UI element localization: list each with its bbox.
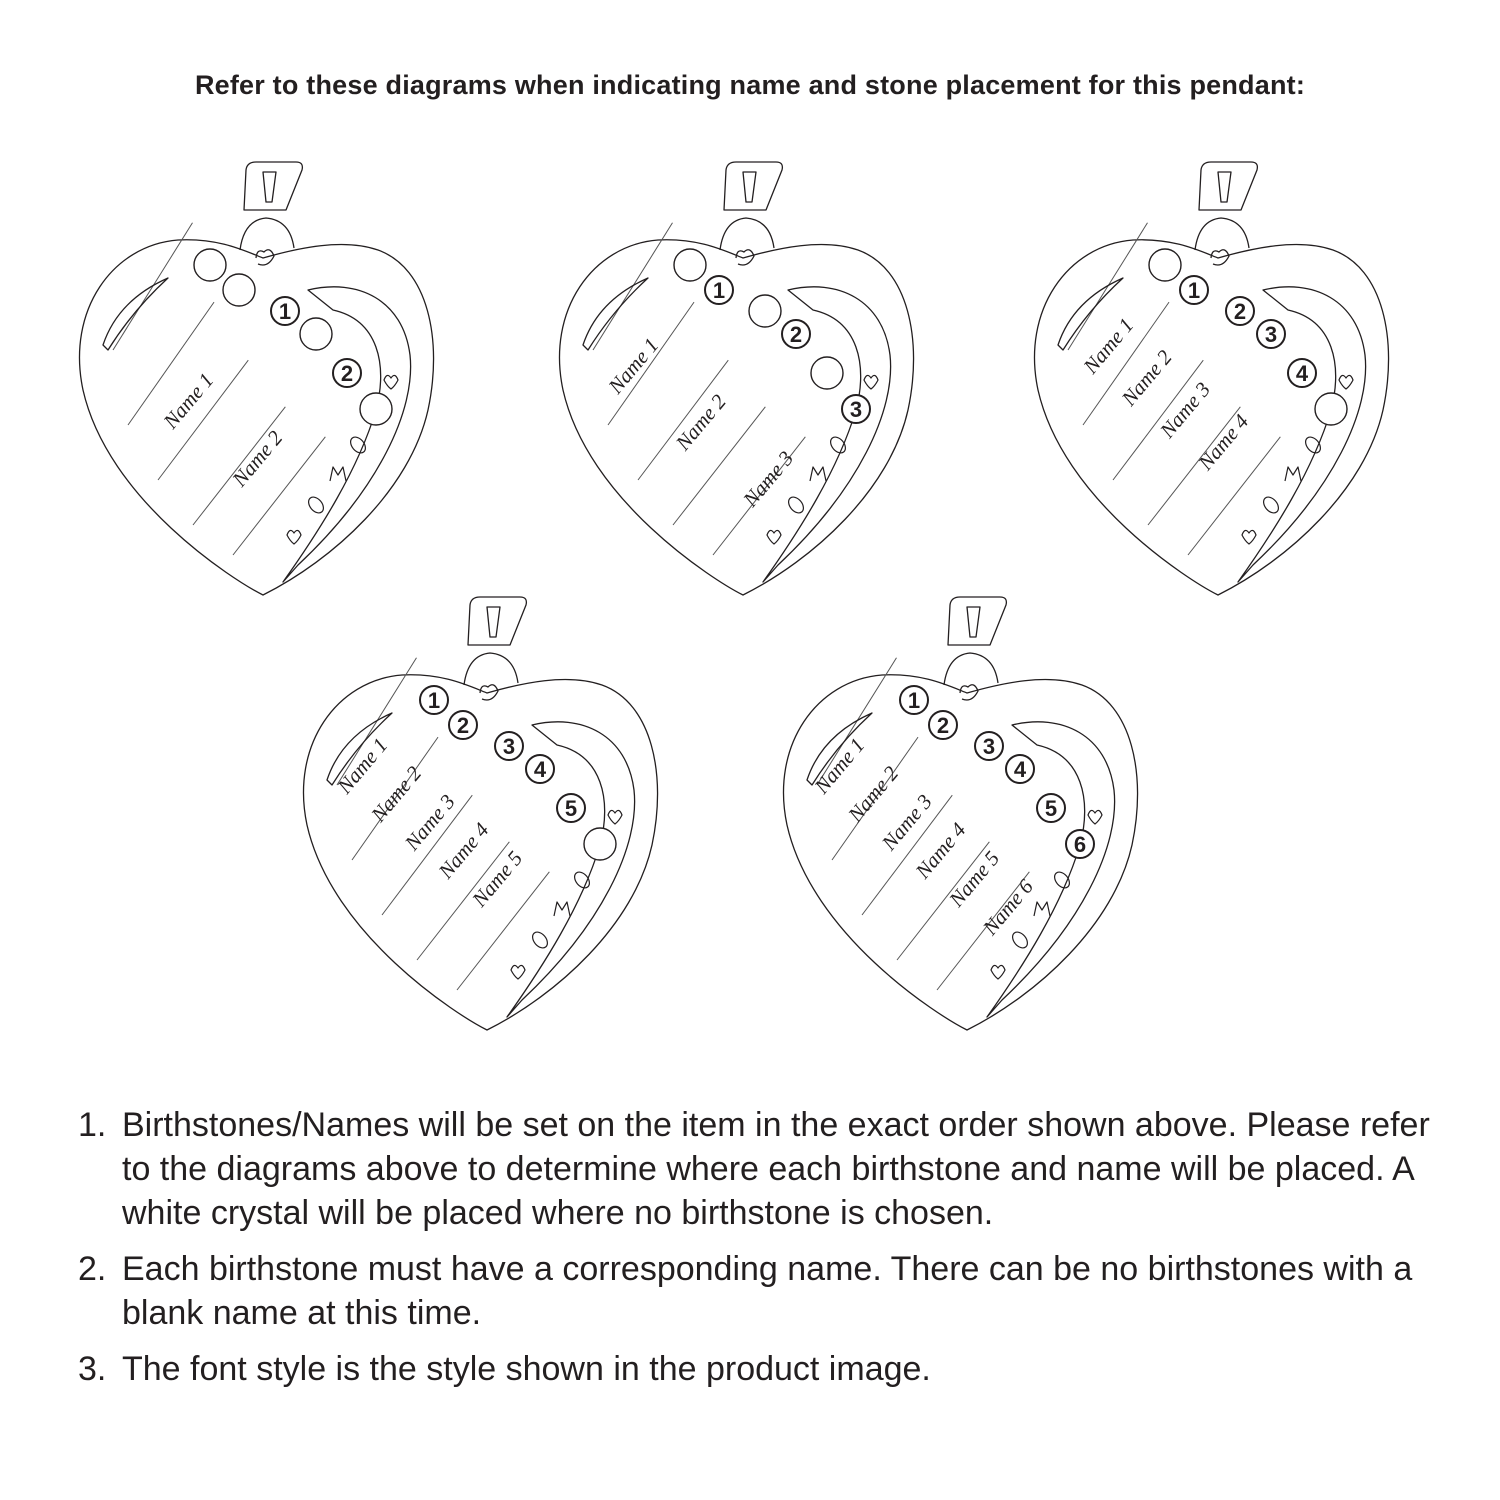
pendant-diagram-5-names	[282, 585, 682, 1045]
birthstone-numbered	[929, 711, 957, 739]
band-letter-o	[828, 434, 849, 456]
birthstone-numbered	[1288, 359, 1316, 387]
band-letter-o	[530, 929, 551, 951]
bail-outline	[724, 162, 782, 210]
instruction-item	[78, 1247, 1458, 1335]
bail-outline	[244, 162, 302, 210]
birthstone-numbered	[782, 320, 810, 348]
bail-outline	[468, 597, 526, 645]
birthstone-number: 3	[849, 397, 863, 422]
pendant-svg	[58, 150, 458, 610]
birthstone-number: 2	[456, 713, 470, 738]
engraved-name: Name 2	[227, 426, 288, 492]
pendant-diagram-4-names	[1013, 150, 1413, 610]
birthstone-number: 1	[712, 278, 726, 303]
birthstone-numbered	[900, 686, 928, 714]
birthstone-numbered	[1066, 830, 1094, 858]
engraved-name: Name 3	[876, 789, 937, 855]
band-letter-o	[1010, 929, 1031, 951]
birthstone-number: 5	[1044, 796, 1058, 821]
engraved-name: Name 2	[843, 761, 904, 827]
bail-hole	[743, 172, 756, 202]
birthstone-number: 2	[789, 322, 803, 347]
engraved-name: Name 4	[1193, 409, 1254, 475]
instruction-number: 3.	[78, 1350, 107, 1388]
pendant-svg	[282, 585, 682, 1045]
birthstone-numbered	[271, 297, 299, 325]
birthstone-number: 1	[1187, 278, 1201, 303]
bail-ring	[240, 218, 294, 250]
white-crystal	[360, 393, 392, 425]
band-letter-m	[1285, 467, 1301, 481]
bail-ring	[944, 653, 998, 685]
instruction-number: 1.	[78, 1106, 107, 1144]
instruction-item	[78, 1347, 1458, 1391]
birthstone-number: 4	[1013, 757, 1027, 782]
band-letter-o	[1303, 434, 1324, 456]
birthstone-number: 3	[982, 734, 996, 759]
band-letter-o	[786, 494, 807, 516]
bail-hole	[487, 607, 500, 637]
instructions-list	[78, 1103, 1458, 1403]
birthstone-number: 5	[564, 796, 578, 821]
bail-ring	[720, 218, 774, 250]
engraved-name: Name 2	[1116, 345, 1177, 411]
band-heart-icon	[608, 810, 622, 824]
instruction-number: 2.	[78, 1250, 107, 1288]
band-letter-m	[330, 467, 346, 481]
engraved-name: Name 3	[399, 789, 460, 855]
pendant-svg	[1013, 150, 1413, 610]
band-letter-m	[554, 902, 570, 916]
white-crystal	[194, 249, 226, 281]
engraved-name: Name 5	[944, 846, 1005, 912]
engraved-name: Name 2	[366, 761, 427, 827]
band-letter-o	[572, 869, 593, 891]
birthstone-number: 3	[1264, 322, 1278, 347]
birthstone-numbered	[705, 276, 733, 304]
band-letter-m	[810, 467, 826, 481]
pendant-svg	[762, 585, 1162, 1045]
band-heart-icon	[864, 375, 878, 389]
birthstone-number: 6	[1073, 832, 1087, 857]
birthstone-number: 2	[1233, 299, 1247, 324]
band-letter-o	[1052, 869, 1073, 891]
engraved-name: Name 3	[738, 446, 799, 512]
engraved-name: Name 6	[977, 874, 1038, 940]
engraved-name: Name 1	[809, 733, 870, 799]
instruction-text: The font style is the style shown in the product image.	[122, 1350, 931, 1388]
engraved-name: Name 4	[910, 818, 971, 884]
band-heart-icon	[511, 965, 525, 979]
instruction-text: Birthstones/Names will be set on the item in the exact order shown above. Please refer to the diagrams above to determine where each birthstone and name will be placed. A white crystal will be placed where no birthstone is chosen.	[122, 1106, 1430, 1232]
bail-outline	[1199, 162, 1257, 210]
band-heart-icon	[1242, 530, 1256, 544]
white-crystal	[223, 274, 255, 306]
birthstone-numbered	[975, 732, 1003, 760]
birthstone-numbered	[1006, 755, 1034, 783]
white-crystal	[674, 249, 706, 281]
bail-outline	[948, 597, 1006, 645]
band-heart-icon	[287, 530, 301, 544]
band-letter-o	[306, 494, 327, 516]
birthstone-number: 1	[427, 688, 441, 713]
engraved-name: Name 4	[433, 818, 494, 884]
band-heart-icon	[991, 965, 1005, 979]
engraved-name: Name 5	[467, 846, 528, 912]
pendant-diagram-2-names	[58, 150, 458, 610]
birthstone-numbered	[1257, 320, 1285, 348]
white-crystal	[1149, 249, 1181, 281]
white-crystal	[584, 828, 616, 860]
birthstone-number: 2	[340, 361, 354, 386]
white-crystal	[811, 357, 843, 389]
engraved-name: Name 1	[1078, 313, 1139, 379]
birthstone-number: 4	[1295, 361, 1309, 386]
instruction-text: Each birthstone must have a corresponding name. There can be no birthstones with a blank name at this time.	[122, 1250, 1413, 1332]
band-heart-icon	[384, 375, 398, 389]
birthstone-numbered	[1180, 276, 1208, 304]
engraved-name: Name 1	[603, 333, 664, 399]
page-title: Refer to these diagrams when indicating name and stone placement for this pendant:	[194, 70, 1306, 101]
birthstone-number: 2	[936, 713, 950, 738]
engraved-name: Name 3	[1155, 377, 1216, 443]
birthstone-numbered	[495, 732, 523, 760]
birthstone-numbered	[557, 794, 585, 822]
birthstone-numbered	[842, 395, 870, 423]
band-heart-icon	[1339, 375, 1353, 389]
engraved-name: Name 1	[332, 733, 393, 799]
white-crystal	[749, 295, 781, 327]
birthstone-number: 4	[533, 757, 547, 782]
band-heart-icon	[767, 530, 781, 544]
band-letter-o	[1261, 494, 1282, 516]
birthstone-number: 1	[278, 299, 292, 324]
birthstone-numbered	[1226, 297, 1254, 325]
birthstone-numbered	[420, 686, 448, 714]
band-letter-m	[1034, 902, 1050, 916]
pendant-diagram-6-names	[762, 585, 1162, 1045]
engraved-name: Name 1	[158, 368, 219, 434]
instruction-item	[78, 1103, 1458, 1235]
band-letter-o	[348, 434, 369, 456]
bail-ring	[464, 653, 518, 685]
birthstone-numbered	[449, 711, 477, 739]
white-crystal	[1315, 393, 1347, 425]
bail-hole	[967, 607, 980, 637]
birthstone-number: 1	[907, 688, 921, 713]
birthstone-number: 3	[502, 734, 516, 759]
birthstone-numbered	[1037, 794, 1065, 822]
bail-hole	[1218, 172, 1231, 202]
pendant-diagram-3-names	[538, 150, 938, 610]
bail-ring	[1195, 218, 1249, 250]
band-heart-icon	[1088, 810, 1102, 824]
birthstone-numbered	[333, 359, 361, 387]
birthstone-numbered	[526, 755, 554, 783]
pendant-svg	[538, 150, 938, 610]
engraved-name: Name 2	[670, 389, 731, 455]
white-crystal	[300, 318, 332, 350]
bail-hole	[263, 172, 276, 202]
